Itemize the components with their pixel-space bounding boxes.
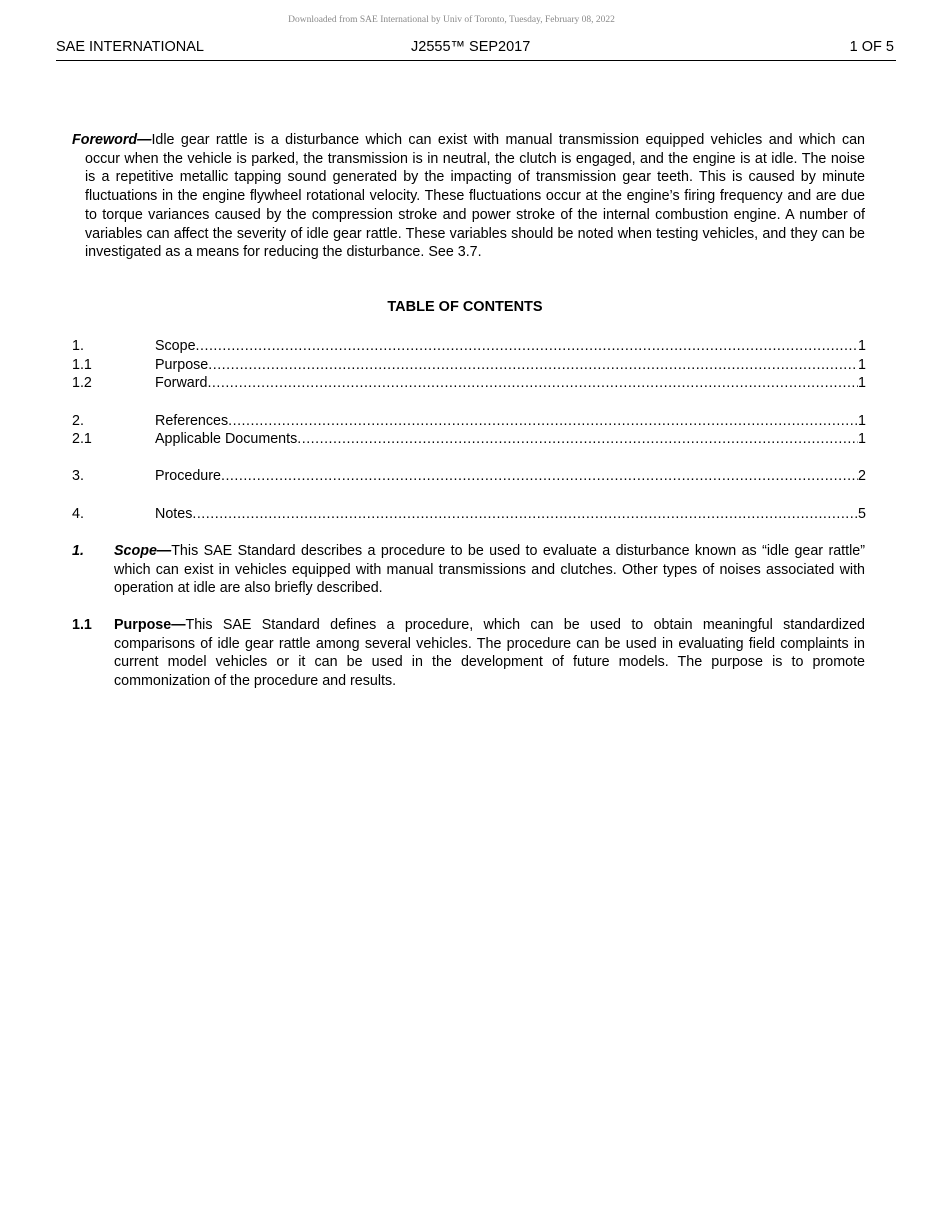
toc-entry-purpose[interactable] xyxy=(72,356,866,375)
section-scope xyxy=(72,542,865,598)
toc-entry-label: Applicable Documents xyxy=(155,431,298,448)
foreword-title: Foreword— xyxy=(72,132,152,148)
section-body xyxy=(114,542,865,598)
toc-leader-dots xyxy=(297,430,858,449)
toc-entry-number: 1.1 xyxy=(72,356,92,373)
section-number: 1. xyxy=(72,543,84,559)
toc-entry-page: 1 xyxy=(858,356,866,373)
toc-entry-page: 1 xyxy=(858,412,866,429)
toc-entry-label: Procedure xyxy=(155,468,221,485)
toc-leader-dots xyxy=(207,374,858,393)
toc-entry-page: 1 xyxy=(858,431,866,448)
download-watermark: Downloaded from SAE International by Univ of Toronto, Tuesday, February 08, 2022 xyxy=(288,15,615,25)
toc-entry-page: 2 xyxy=(858,468,866,485)
section-body xyxy=(114,616,865,691)
toc-entry-number: 2. xyxy=(72,412,84,429)
header-page-number: 1 OF 5 xyxy=(849,39,894,55)
toc-entry-label: Scope xyxy=(155,338,196,354)
toc-entry-applicable-documents[interactable] xyxy=(72,430,866,449)
section-title: Purpose— xyxy=(114,617,186,633)
toc-entry-label: References xyxy=(155,412,229,429)
toc-entry-notes[interactable] xyxy=(72,505,866,524)
toc-entry-references[interactable] xyxy=(72,412,866,431)
toc-entry-label: Purpose xyxy=(155,356,209,373)
toc-entry-forward[interactable] xyxy=(72,374,866,393)
toc-entry-page: 1 xyxy=(858,338,866,354)
toc-entry-page: 5 xyxy=(858,505,866,522)
toc-entry-number: 1.2 xyxy=(72,375,92,392)
toc-leader-dots xyxy=(196,337,859,356)
table-of-contents xyxy=(72,337,866,523)
toc-entry-number: 2.1 xyxy=(72,431,92,448)
toc-entry-number: 3. xyxy=(72,468,84,485)
toc-entry-number: 4. xyxy=(72,505,84,522)
toc-leader-dots xyxy=(192,505,858,524)
toc-entry-label: Forward xyxy=(155,375,208,392)
section-purpose xyxy=(72,616,865,691)
toc-leader-dots xyxy=(208,356,858,375)
section-text: This SAE Standard describes a procedure to be used to evaluate a disturbance known as “idle gear rattle” which can exist in vehicles equipped with manual transmissions and clutches. Other types of noises associated with operation at idle are also briefly described. xyxy=(114,543,865,597)
toc-entry-number: 1. xyxy=(72,338,84,354)
section-title: Scope— xyxy=(114,543,172,559)
header-organization: SAE INTERNATIONAL xyxy=(56,39,204,55)
section-text: This SAE Standard defines a procedure, which can be used to obtain meaningful standardized comparisons of idle gear rattle among several vehicles. The procedure can be used in evaluating field complaints in current model vehicles or it can be used in the development of future models. The purpose is to promote commonization of the procedure and results. xyxy=(114,617,865,690)
toc-entry-page: 1 xyxy=(858,375,866,392)
toc-title: TABLE OF CONTENTS xyxy=(387,299,543,315)
section-number: 1.1 xyxy=(72,617,92,633)
toc-leader-dots xyxy=(228,412,858,431)
page-header xyxy=(56,38,896,61)
toc-entry-procedure[interactable] xyxy=(72,467,866,486)
toc-entry-label: Notes xyxy=(155,505,193,522)
header-document-id: J2555™ SEP2017 xyxy=(411,39,531,55)
toc-leader-dots xyxy=(221,467,858,486)
foreword-text: Idle gear rattle is a disturbance which can exist with manual transmission equipped vehicles and which can occur when the vehicle is parked, the transmission is in neutral, the clutch is engaged, and the engine is at idle. The noise is a repetitive metallic tapping sound generated by the impacting of transmission gear teeth. This is caused by minute fluctuations in the engine flywheel rotational velocity. These fluctuations occur at the engine’s firing frequency and are due to torque variances caused by the compression stroke and power stroke of the internal combustion engine. A number of variables can affect the severity of idle gear rattle. These variables should be noted when testing vehicles, and they can be investigated as a means for reducing the disturbance. See 3.7. xyxy=(85,132,865,261)
foreword-paragraph xyxy=(72,131,865,262)
toc-entry-scope[interactable] xyxy=(72,337,866,356)
